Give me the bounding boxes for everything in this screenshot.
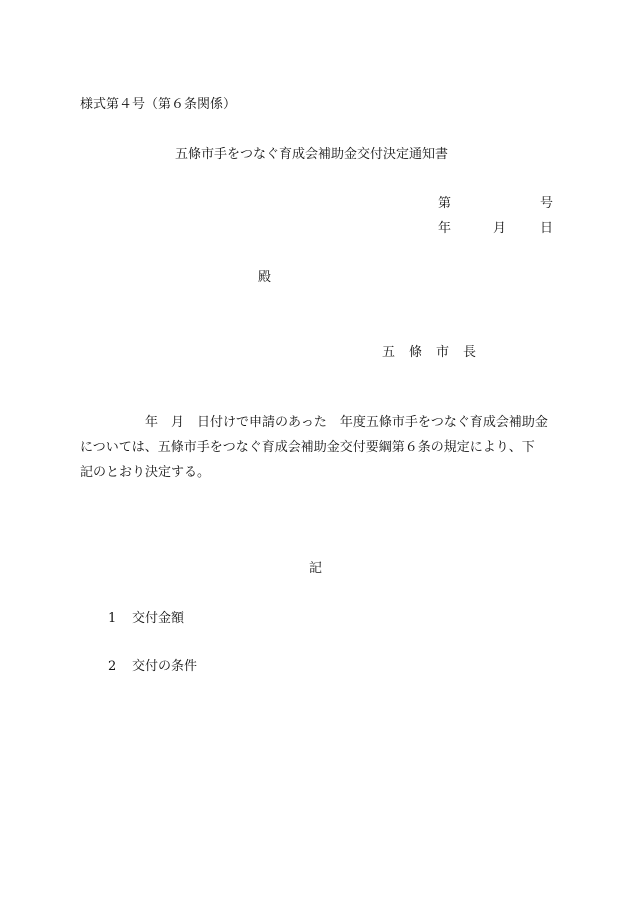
issuer-char: 長 <box>463 345 477 360</box>
item-label: 交付の条件 <box>132 659 198 674</box>
number-suffix: 号 <box>540 196 554 211</box>
issuer-char: 五 <box>382 345 396 360</box>
item-number: 2 <box>108 659 117 674</box>
addressee-honorific: 殿 <box>258 270 272 285</box>
item-label: 交付金額 <box>132 611 185 626</box>
issuer-title <box>382 346 476 359</box>
date-year-label: 年 <box>438 221 452 236</box>
record-heading: 記 <box>309 561 323 576</box>
item-number: 1 <box>108 611 117 626</box>
body-text-line: 年 月 日付けで申請のあった 年度五條市手をつなぐ育成会補助金 <box>80 415 548 430</box>
body-text-line: 記のとおり決定する。 <box>80 465 211 480</box>
issuer-char: 條 <box>409 345 423 360</box>
body-text-line: については、五條市手をつなぐ育成会補助金交付要綱第６条の規定により、下 <box>80 440 535 455</box>
date-day-label: 日 <box>540 221 554 236</box>
issuer-char: 市 <box>436 345 450 360</box>
date-month-label: 月 <box>493 221 507 236</box>
document-title: 五條市手をつなぐ育成会補助金交付決定通知書 <box>175 147 449 162</box>
form-number: 様式第４号（第６条関係） <box>80 97 237 112</box>
number-prefix: 第 <box>438 196 452 211</box>
